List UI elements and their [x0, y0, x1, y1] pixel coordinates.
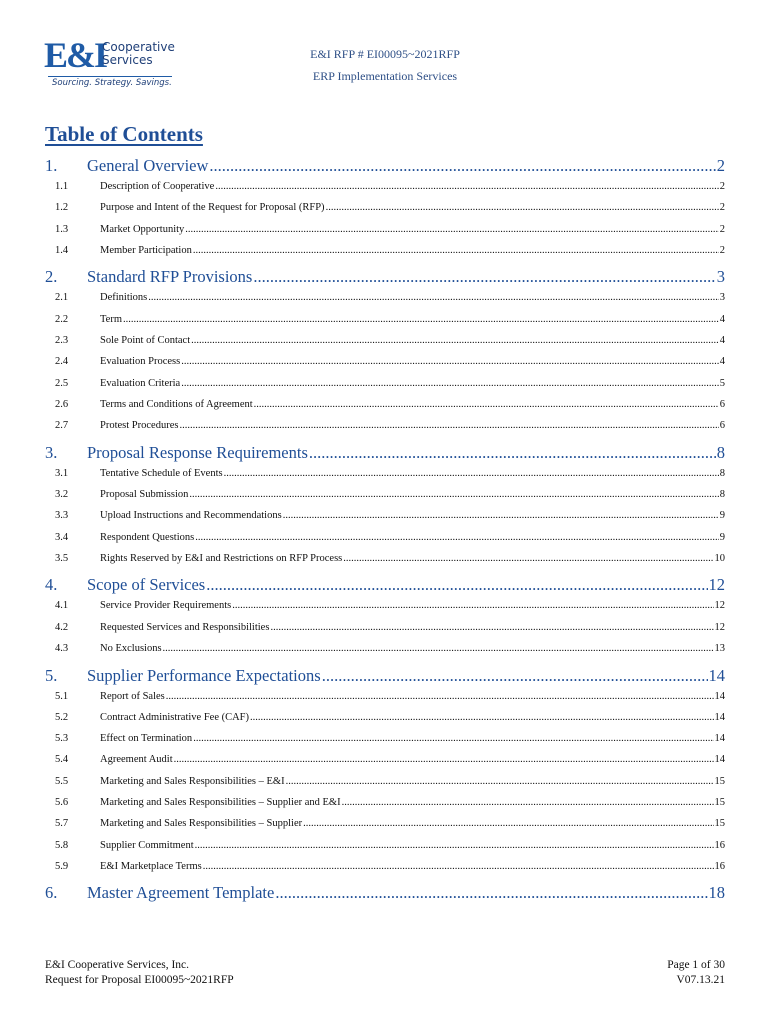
toc-entry-page: 10 [714, 552, 725, 564]
toc-dot-leader [232, 600, 713, 611]
toc-entry-label: Marketing and Sales Responsibilities – Supplier and E&I [100, 797, 341, 808]
toc-entry-label: Terms and Conditions of Agreement [100, 398, 253, 410]
footer-rfp: Request for Proposal EI00095~2021RFP [45, 974, 234, 986]
toc-dot-leader [322, 666, 708, 686]
logo-monogram: E&I [44, 35, 107, 75]
toc-entry-page: 3 [716, 267, 725, 287]
toc-dot-leader [174, 754, 714, 765]
toc-subsection-entry[interactable] [45, 532, 725, 547]
logo-divider [48, 76, 172, 77]
toc-entry-label: Effect on Termination [100, 733, 193, 745]
toc-entry-page: 9 [719, 531, 725, 543]
logo-line-2: Services [102, 53, 153, 67]
toc-entry-number: 2.7 [55, 420, 69, 432]
toc-entry-number: 5.6 [55, 797, 69, 808]
toc-dot-leader [123, 314, 719, 325]
toc-entry-page: 2 [719, 244, 725, 256]
toc-entry-number: 2.6 [55, 398, 69, 410]
toc-dot-leader [253, 267, 715, 287]
toc-subsection-entry[interactable] [45, 356, 725, 371]
toc-entry-number: 4. [45, 575, 58, 595]
toc-entry-page: 15 [714, 797, 725, 808]
toc-entry-number: 2.2 [55, 313, 69, 325]
toc-subsection-entry[interactable] [45, 181, 725, 196]
toc-entry-label: Protest Procedures [100, 420, 179, 432]
toc-entry-number: 5.1 [55, 690, 69, 702]
toc-entry-label: Term [100, 313, 123, 325]
toc-entry-page: 4 [719, 356, 725, 368]
company-logo [44, 36, 174, 92]
toc-entry-page: 5 [719, 377, 725, 389]
toc-subsection-entry[interactable] [45, 600, 725, 615]
toc-dot-leader [193, 733, 713, 744]
toc-entry-label: Market Opportunity [100, 223, 185, 235]
toc-entry-label: Member Participation [100, 244, 192, 256]
toc-entry-number: 3.2 [55, 489, 69, 500]
toc-entry-page: 12 [708, 575, 725, 595]
toc-entry-label: Scope of Services [87, 575, 206, 595]
toc-dot-leader [209, 156, 715, 176]
toc-dot-leader [193, 245, 719, 256]
toc-entry-page: 8 [719, 489, 725, 500]
toc-section-entry[interactable] [45, 156, 725, 178]
toc-entry-page: 16 [714, 839, 725, 851]
toc-dot-leader [179, 420, 718, 431]
toc-entry-page: 2 [719, 181, 725, 192]
toc-entry-page: 6 [719, 420, 725, 432]
toc-entry-number: 2.5 [55, 377, 69, 389]
toc-entry-page: 3 [719, 292, 725, 304]
toc-subsection-entry[interactable] [45, 292, 725, 307]
toc-entry-number: 3.5 [55, 552, 69, 564]
toc-entry-number: 5.9 [55, 860, 69, 872]
footer-company: E&I Cooperative Services, Inc. [45, 959, 190, 971]
toc-dot-leader [181, 378, 719, 389]
toc-entry-page: 14 [714, 754, 725, 766]
toc-dot-leader [326, 202, 719, 213]
toc-entry-number: 1.4 [55, 244, 69, 256]
toc-entry-number: 2.4 [55, 356, 69, 368]
toc-dot-leader [309, 443, 716, 463]
toc-dot-leader [224, 468, 719, 479]
toc-subsection-entry[interactable] [45, 224, 725, 239]
toc-dot-leader [286, 776, 714, 787]
toc-entry-label: Upload Instructions and Recommendations [100, 510, 282, 522]
toc-entry-page: 6 [719, 398, 725, 410]
toc-entry-number: 3.1 [55, 467, 69, 479]
toc-entry-page: 14 [714, 690, 725, 702]
toc-entry-label: Proposal Submission [100, 489, 189, 500]
toc-entry-page: 14 [714, 733, 725, 745]
toc-entry-page: 12 [714, 600, 725, 612]
toc-subsection-entry[interactable] [45, 797, 725, 812]
toc-dot-leader [148, 292, 719, 303]
toc-dot-leader [195, 840, 714, 851]
toc-entry-number: 5. [45, 665, 58, 685]
toc-entry-label: Report of Sales [100, 690, 165, 702]
toc-entry-page: 8 [716, 442, 725, 462]
toc-entry-label: No Exclusions [100, 643, 162, 654]
logo-line-1: Cooperative [102, 40, 175, 54]
toc-entry-number: 6. [45, 883, 58, 903]
toc-entry-number: 5.7 [55, 818, 69, 830]
toc-entry-label: Agreement Audit [100, 754, 173, 766]
toc-dot-leader [181, 356, 719, 367]
toc-entry-number: 2. [45, 267, 58, 287]
toc-entry-label: Purpose and Intent of the Request for Proposal (RFP) [100, 202, 325, 214]
toc-dot-leader [206, 575, 707, 595]
toc-dot-leader [215, 181, 718, 192]
toc-entry-number: 4.3 [55, 643, 69, 654]
toc-entry-number: 1. [45, 156, 58, 175]
toc-entry-number: 5.5 [55, 775, 69, 787]
toc-entry-label: E&I Marketplace Terms [100, 860, 202, 872]
toc-dot-leader [254, 399, 719, 410]
toc-subsection-entry[interactable] [45, 818, 725, 833]
toc-entry-page: 12 [714, 621, 725, 633]
toc-section-entry[interactable] [45, 575, 725, 597]
toc-entry-label: Evaluation Criteria [100, 377, 181, 389]
toc-subsection-entry[interactable] [45, 245, 725, 260]
toc-entry-page: 9 [719, 510, 725, 522]
toc-dot-leader [195, 532, 719, 543]
toc-subsection-entry[interactable] [45, 776, 725, 791]
toc-section-entry[interactable] [45, 883, 725, 905]
toc-entry-label: Master Agreement Template [87, 883, 275, 903]
toc-subsection-entry[interactable] [45, 733, 725, 748]
toc-entry-label: Tentative Schedule of Events [100, 467, 223, 479]
toc-dot-leader [166, 691, 714, 702]
toc-dot-leader [343, 553, 713, 564]
toc-entry-label: Rights Reserved by E&I and Restrictions on RFP Process [100, 552, 343, 564]
toc-entry-number: 3.4 [55, 531, 69, 543]
toc-entry-page: 18 [708, 883, 725, 903]
toc-entry-number: 5.8 [55, 839, 69, 851]
toc-dot-leader [303, 818, 713, 829]
toc-dot-leader [163, 643, 714, 654]
footer-page-number: Page 1 of 30 [667, 959, 725, 971]
toc-subsection-entry[interactable] [45, 399, 725, 414]
toc-entry-page: 2 [716, 156, 725, 175]
toc-entry-label: Evaluation Process [100, 356, 181, 368]
toc-subsection-entry[interactable] [45, 489, 725, 504]
toc-entry-label: Marketing and Sales Responsibilities – E&I [100, 775, 285, 787]
toc-subsection-entry[interactable] [45, 314, 725, 329]
toc-section-entry[interactable] [45, 666, 725, 688]
header-rfp-title: ERP Implementation Services [312, 69, 458, 83]
toc-subsection-entry[interactable] [45, 378, 725, 393]
footer-left [45, 958, 234, 988]
toc-subsection-entry[interactable] [45, 202, 725, 217]
toc-dot-leader [342, 797, 714, 808]
toc-subsection-entry[interactable] [45, 691, 725, 706]
toc-subsection-entry[interactable] [45, 420, 725, 435]
toc-entry-page: 4 [719, 313, 725, 325]
toc-entry-page: 4 [719, 335, 725, 346]
toc-dot-leader [203, 861, 714, 872]
toc-dot-leader [191, 335, 719, 346]
toc-entry-number: 1.2 [55, 202, 69, 214]
toc-entry-number: 4.2 [55, 621, 69, 633]
toc-entry-page: 15 [714, 818, 725, 830]
toc-entry-label: Sole Point of Contact [100, 335, 191, 346]
toc-entry-number: 2.3 [55, 335, 69, 346]
toc-dot-leader [189, 489, 718, 500]
toc-entry-label: Requested Services and Responsibilities [100, 621, 270, 633]
footer-right [667, 958, 725, 988]
toc-entry-page: 13 [714, 643, 725, 654]
toc-entry-page: 8 [719, 467, 725, 479]
toc-subsection-entry[interactable] [45, 840, 725, 855]
toc-entry-label: Marketing and Sales Responsibilities – Supplier [100, 818, 303, 830]
toc-entry-label: Service Provider Requirements [100, 600, 232, 612]
toc-entry-label: Supplier Performance Expectations [87, 665, 321, 685]
toc-entry-number: 5.2 [55, 711, 69, 723]
toc-dot-leader [250, 712, 713, 723]
toc-entry-label: Standard RFP Provisions [87, 267, 253, 287]
toc-entry-label: Supplier Commitment [100, 839, 194, 851]
toc-entry-number: 3.3 [55, 510, 69, 522]
toc-entry-number: 1.3 [55, 223, 69, 235]
toc-entry-page: 16 [714, 860, 725, 872]
toc-section-entry[interactable] [45, 267, 725, 289]
toc-entry-number: 3. [45, 442, 58, 462]
toc-subsection-entry[interactable] [45, 622, 725, 637]
toc-subsection-entry[interactable] [45, 861, 725, 876]
toc-dot-leader [185, 224, 718, 235]
toc-subsection-entry[interactable] [45, 510, 725, 525]
toc-entry-page: 2 [719, 202, 725, 214]
toc-entry-label: Definitions [100, 292, 148, 304]
toc-entry-label: General Overview [87, 156, 209, 175]
toc-entry-number: 1.1 [55, 181, 69, 192]
toc-subsection-entry[interactable] [45, 754, 725, 769]
toc-subsection-entry[interactable] [45, 335, 725, 350]
logo-tagline: Sourcing. Strategy. Savings. [52, 78, 172, 88]
footer-version: V07.13.21 [676, 974, 725, 986]
toc-entry-number: 2.1 [55, 292, 69, 304]
toc-dot-leader [270, 622, 713, 633]
toc-entry-number: 5.3 [55, 733, 69, 745]
toc-dot-leader [283, 510, 719, 521]
toc-title: Table of Contents [45, 122, 203, 146]
toc-subsection-entry[interactable] [45, 643, 725, 658]
toc-entry-page: 14 [714, 711, 725, 723]
toc-entry-label: Respondent Questions [100, 531, 195, 543]
logo-wordmark [102, 41, 175, 67]
toc-dot-leader [275, 883, 707, 903]
toc-entry-label: Description of Cooperative [100, 181, 215, 192]
toc-entry-page: 15 [714, 775, 725, 787]
toc-subsection-entry[interactable] [45, 712, 725, 727]
toc-subsection-entry[interactable] [45, 468, 725, 483]
toc-entry-number: 4.1 [55, 600, 69, 612]
toc-section-entry[interactable] [45, 443, 725, 465]
toc-entry-number: 5.4 [55, 754, 69, 766]
toc-subsection-entry[interactable] [45, 553, 725, 568]
header-rfp-number: E&I RFP # EI00095~2021RFP [310, 47, 460, 61]
toc-entry-page: 2 [719, 223, 725, 235]
toc-entry-label: Proposal Response Requirements [87, 442, 308, 462]
toc-entry-page: 14 [708, 665, 725, 685]
toc-entry-label: Contract Administrative Fee (CAF) [100, 711, 250, 723]
